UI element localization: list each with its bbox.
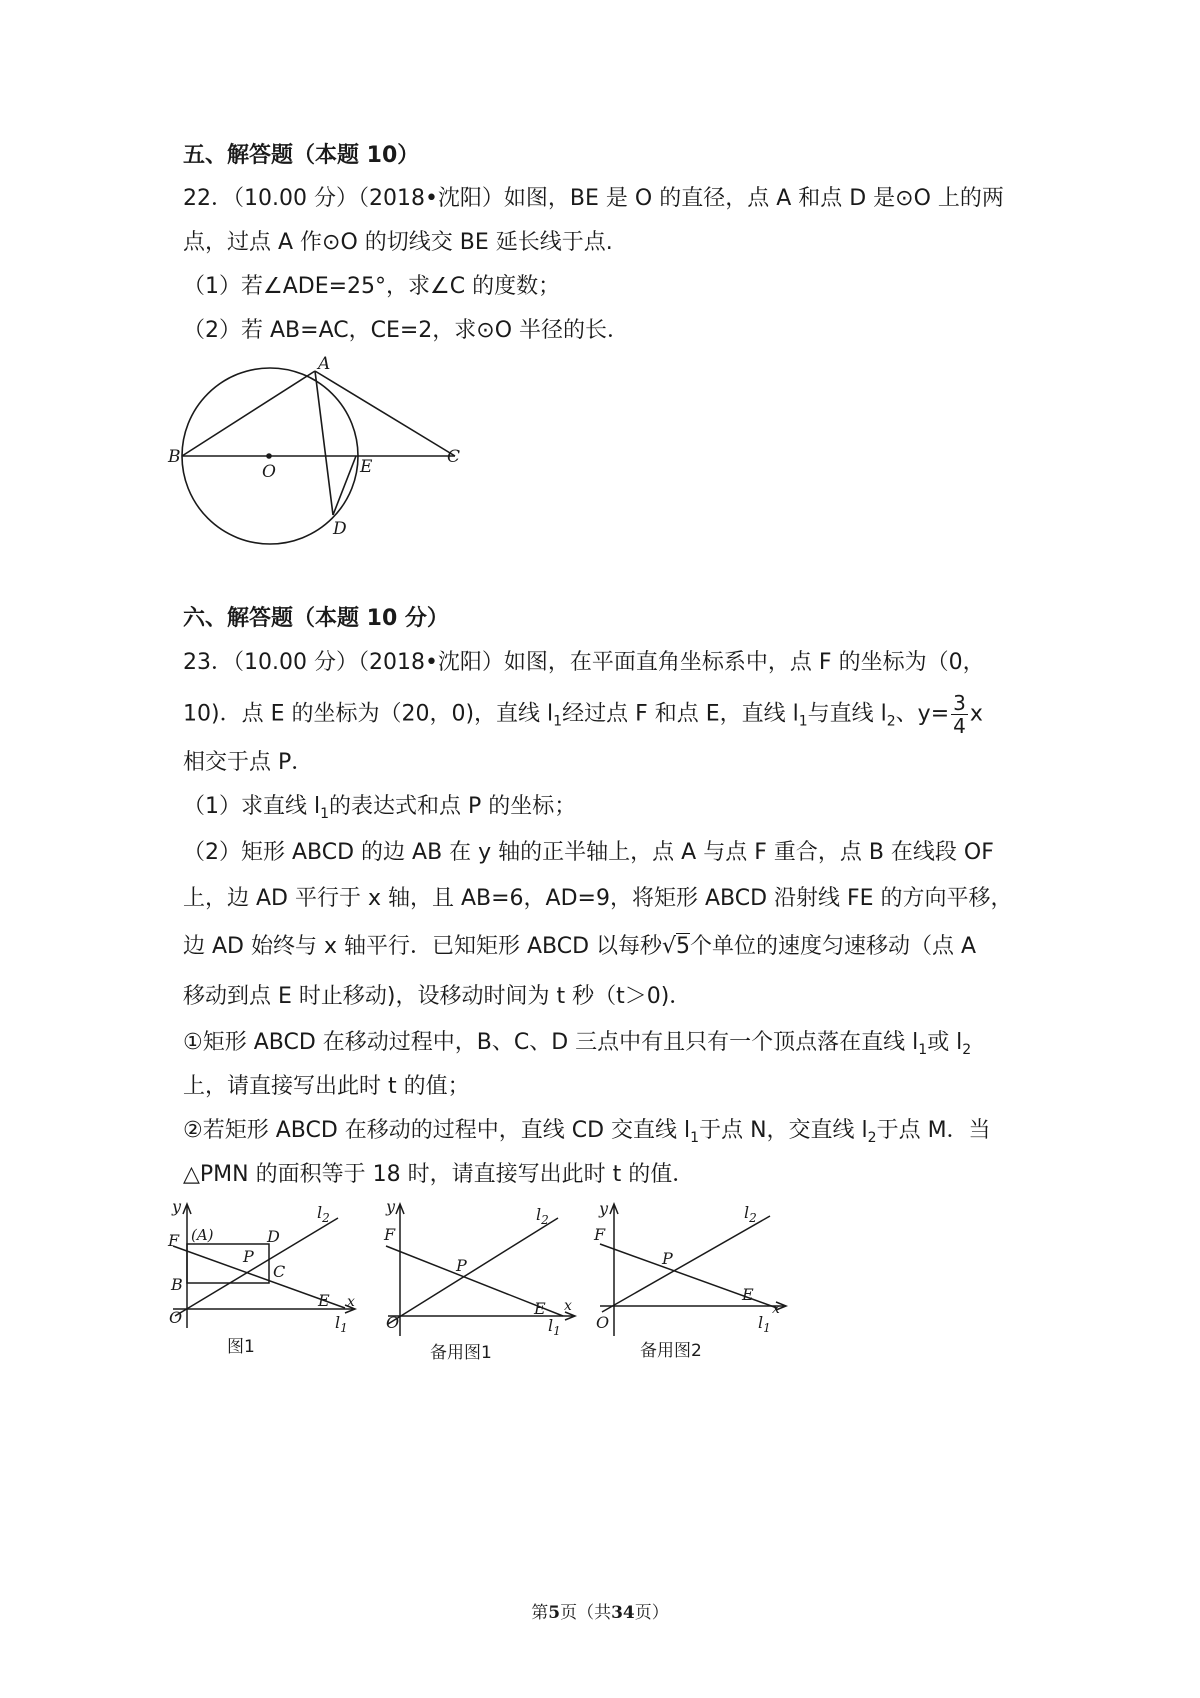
q23-part1: （1）求直线 $l_1$的表达式和点 P 的坐标； xyxy=(183,794,577,822)
svg-text:(A): (A) xyxy=(191,1226,214,1244)
svg-text:l1: $l_1$ xyxy=(758,1313,771,1335)
svg-text:x: x xyxy=(347,1294,355,1310)
svg-text:E: E xyxy=(534,1299,546,1318)
svg-text:P: P xyxy=(662,1249,673,1268)
label-O: O xyxy=(262,462,276,482)
coordinate-figure-backup-2 xyxy=(592,1196,802,1376)
section-heading-5: 五、解答题（本题 10） xyxy=(183,143,420,168)
svg-text:P: P xyxy=(456,1256,467,1275)
svg-text:l2: $l_2$ xyxy=(317,1203,330,1225)
svg-text:O: O xyxy=(169,1308,183,1327)
label-D: D xyxy=(333,519,347,539)
svg-text:x: x xyxy=(564,1298,572,1314)
svg-text:x: x xyxy=(772,1301,780,1317)
svg-text:E: E xyxy=(742,1285,754,1304)
q23-part2-line2: 上，边 AD 平行于 x 轴，且 AB=6，AD=9，将矩形 ABCD 沿射线 FE 的方向平移， xyxy=(183,886,1013,911)
svg-text:D: D xyxy=(267,1227,280,1246)
svg-text:O: O xyxy=(386,1313,400,1332)
figure-caption: 备用图2 xyxy=(640,1341,702,1361)
svg-text:y: y xyxy=(172,1197,182,1216)
svg-text:F: F xyxy=(384,1225,396,1244)
q23-text-line1: 23．（10.00 分）（2018•沈阳）如图，在平面直角坐标系中，点 F 的坐标为（0， xyxy=(183,650,985,675)
svg-text:y: y xyxy=(386,1197,396,1216)
q23-sub2-line1: ②若矩形 ABCD 在移动的过程中，直线 CD 交直线 $l_1$于点 N，交直线 $l_2$于点 M．当 xyxy=(183,1118,991,1146)
label-A: A xyxy=(318,354,331,374)
svg-text:P: P xyxy=(243,1247,254,1266)
section-heading-6: 六、解答题（本题 10 分） xyxy=(183,606,449,631)
label-E: E xyxy=(360,457,373,477)
q23-part2-line1: （2）矩形 ABCD 的边 AB 在 y 轴的正半轴上，点 A 与点 F 重合，点 B 在线段 OF xyxy=(183,840,994,865)
fraction-three-quarters: $\frac{3}{4}$ xyxy=(953,691,966,738)
q23-sub1-line2: 上，请直接写出此时 t 的值； xyxy=(183,1074,470,1099)
q22-part2: （2）若 AB=AC，CE=2，求⊙O 半径的长． xyxy=(183,318,630,343)
svg-text:l2: $l_2$ xyxy=(744,1203,757,1225)
q22-part1: （1）若∠ADE=25°，求∠C 的度数； xyxy=(183,274,561,299)
label-B: B xyxy=(168,447,181,467)
q22-text-line1: 22．（10.00 分）（2018•沈阳）如图，BE 是 O 的直径，点 A 和点 D 是⊙O 上的两 xyxy=(183,186,1004,211)
q23-text-line2: 10)．点 E 的坐标为（20，0)，直线 $l_1$经过点 F 和点 E，直线 $l_1$与直线 $l_2$、y= $\frac{3}{4}$ x xyxy=(183,691,983,738)
svg-text:E: E xyxy=(318,1291,330,1310)
svg-text:F: F xyxy=(168,1231,180,1250)
svg-text:C: C xyxy=(273,1262,286,1281)
label-C: C xyxy=(447,447,461,467)
svg-text:l2: $l_2$ xyxy=(536,1205,549,1227)
coordinate-figure-1 xyxy=(165,1196,375,1376)
figure-caption: 备用图1 xyxy=(430,1343,492,1363)
coordinate-figure-backup-1 xyxy=(378,1196,588,1376)
q23-part2-line3: 边 AD 始终与 x 轴平行．已知矩形 ABCD 以每秒√5个单位的速度匀速移动（点 A xyxy=(183,934,977,959)
q23-sub2-line2: △PMN 的面积等于 18 时，请直接写出此时 t 的值． xyxy=(183,1162,695,1187)
q23-text-line3: 相交于点 P． xyxy=(183,750,314,775)
svg-text:B: B xyxy=(171,1275,183,1294)
svg-text:F: F xyxy=(594,1225,606,1244)
circle-figure xyxy=(170,355,490,545)
svg-text:O: O xyxy=(596,1313,610,1332)
q22-text-line2: 点，过点 A 作⊙O 的切线交 BE 延长线于点. xyxy=(183,230,613,255)
svg-text:l1: $l_1$ xyxy=(548,1316,561,1338)
page-footer: 第5页（共34页） xyxy=(531,1603,669,1623)
q23-part2-line4: 移动到点 E 时止移动)，设移动时间为 t 秒（t＞0)． xyxy=(183,984,692,1009)
svg-text:l1: $l_1$ xyxy=(335,1313,348,1335)
svg-text:y: y xyxy=(599,1199,609,1218)
figure-caption: 图1 xyxy=(227,1337,255,1357)
q23-sub1-line1: ①矩形 ABCD 在移动过程中，B、C、D 三点中有且只有一个顶点落在直线 $l_1$或 $l_2$ xyxy=(183,1030,972,1058)
